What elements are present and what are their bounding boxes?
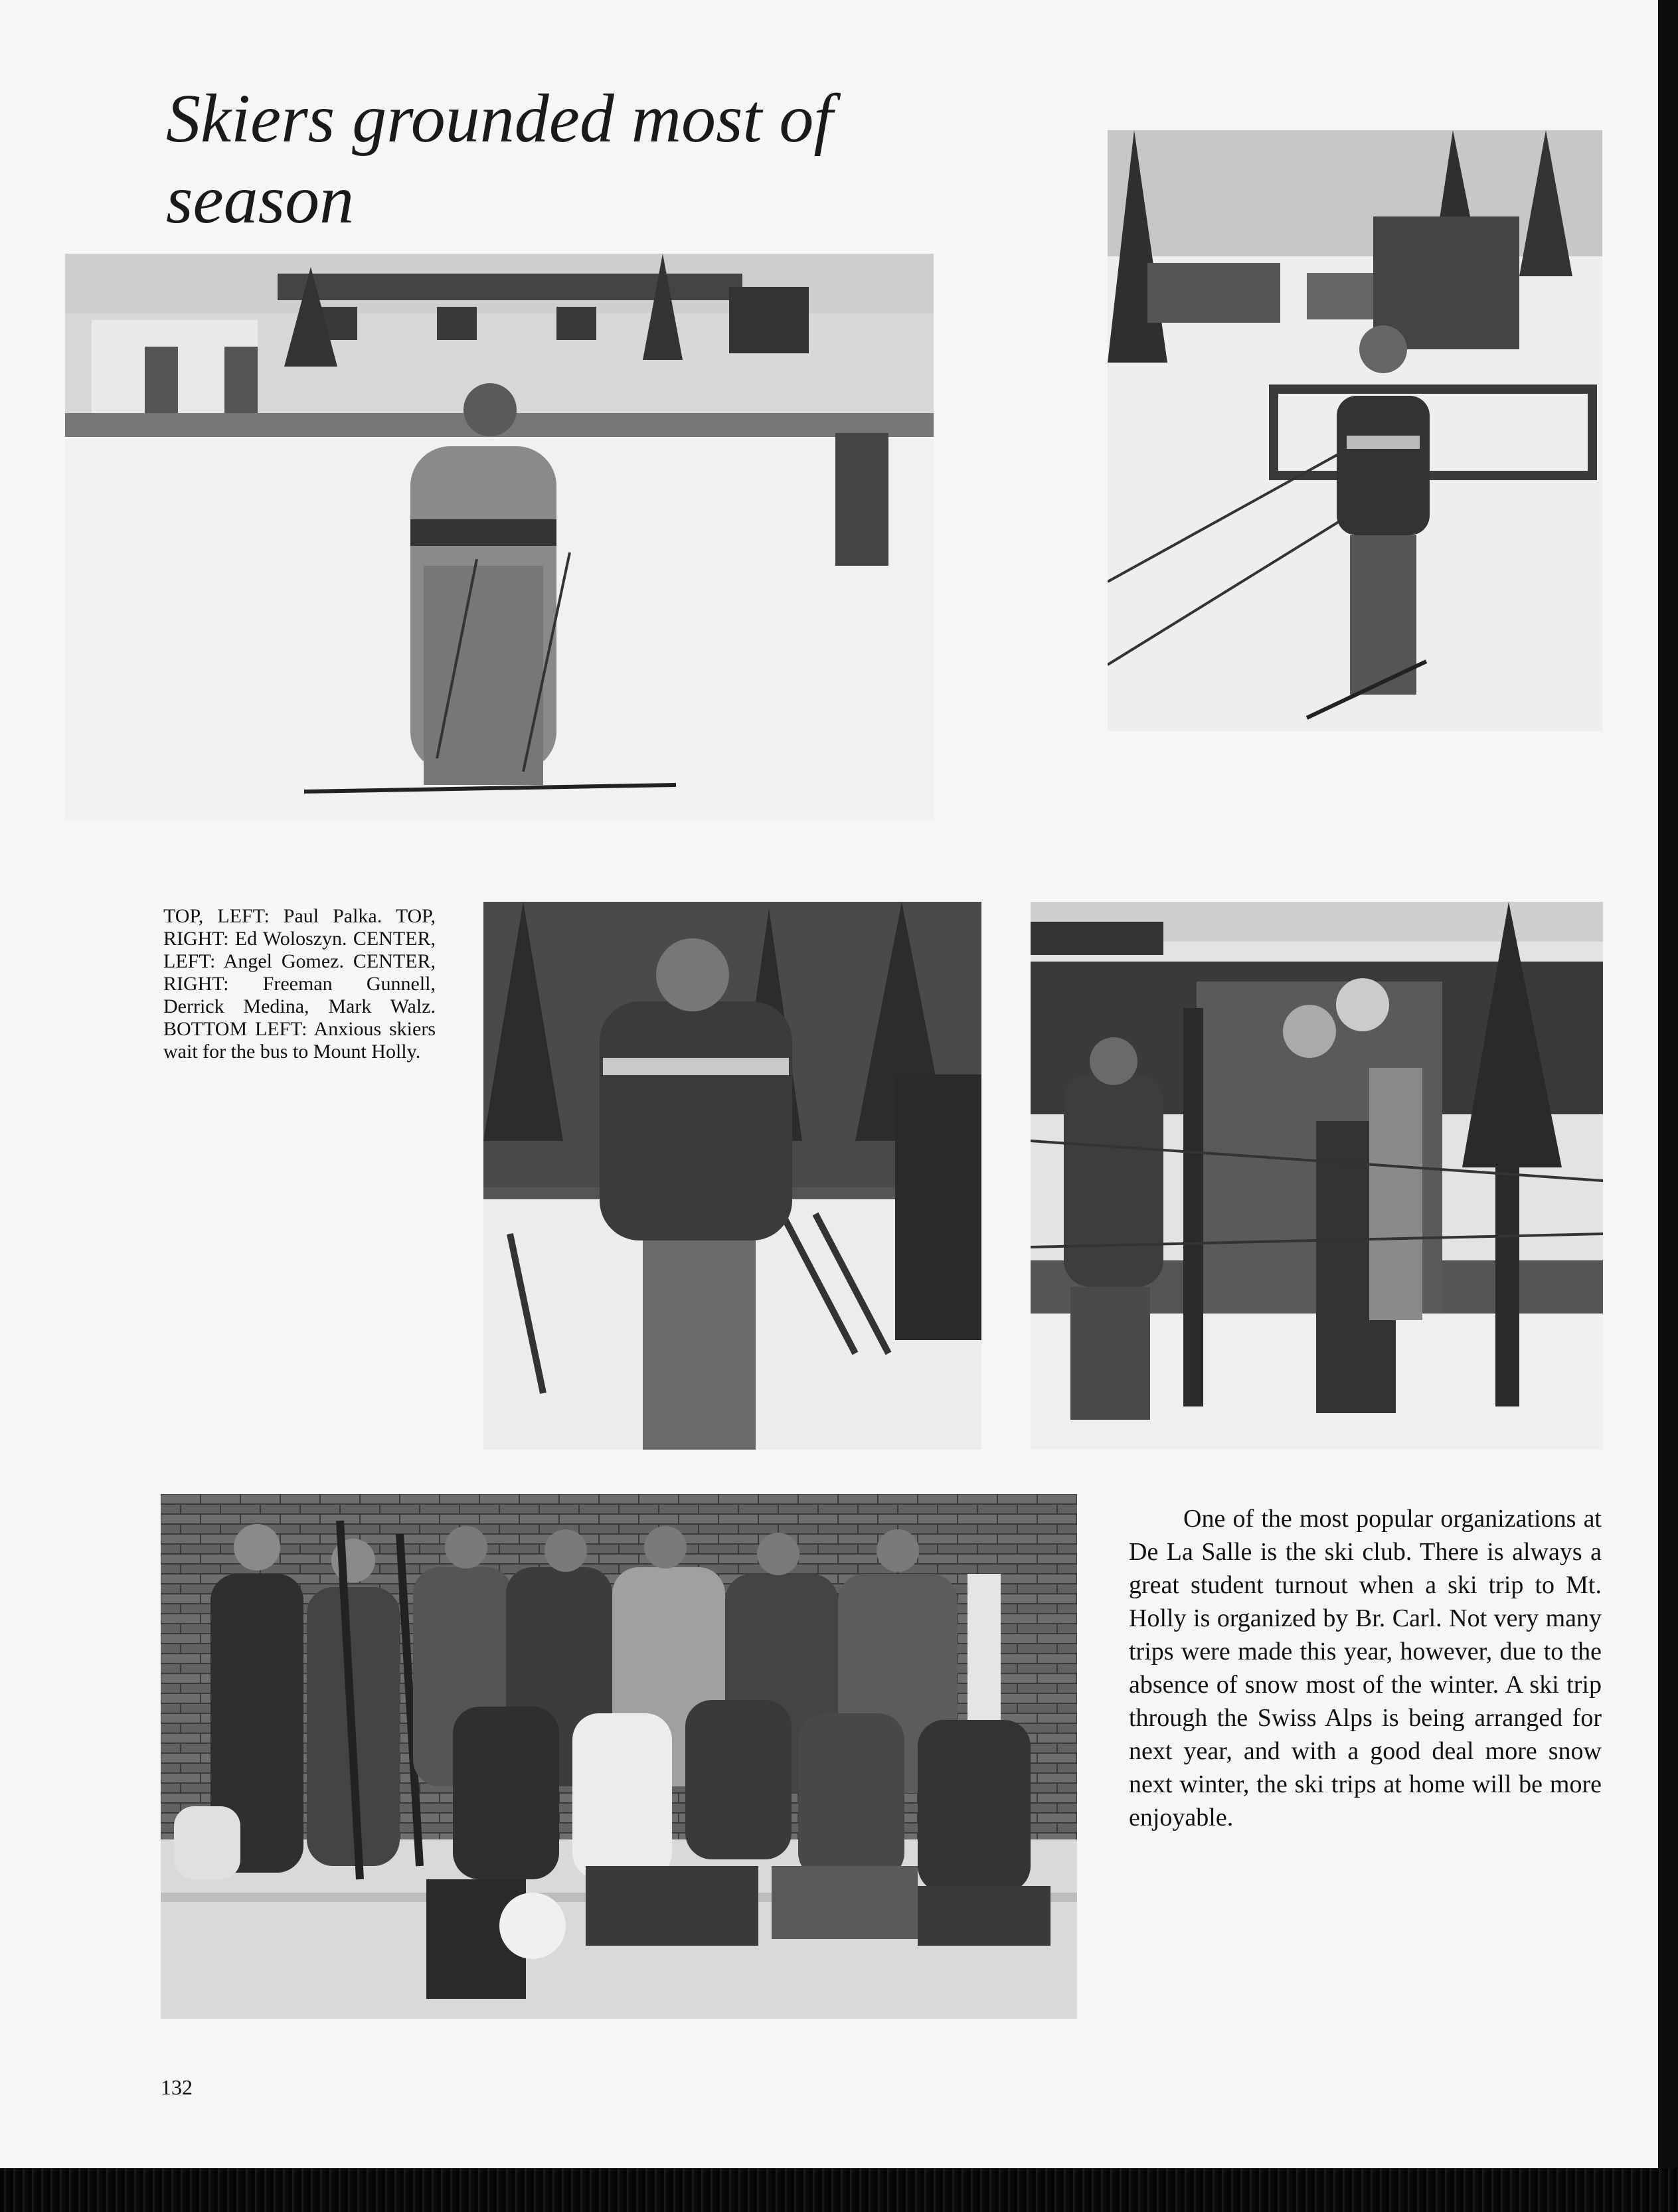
article-body: One of the most popular organizations at De La Salle is the ski club. There is always a great student turnout when a ski trip to Mt. Holly is organized by Br. Carl. Not very many trips were made this year, however, due to the absence of snow most of the winter. A ski trip through the Swiss Alps is being arranged for next year, and with a good deal more snow next winter, the ski trips at home will be more enjoyable. [1129, 1505, 1602, 1831]
photo-center-right [1031, 902, 1603, 1450]
photo-top-right [1108, 130, 1602, 731]
photo-top-left [65, 254, 934, 820]
page-number: 132 [161, 2075, 193, 2099]
page-title: Skiers grounded most of season [166, 80, 833, 238]
photo-bottom-left [161, 1494, 1077, 2019]
scan-edge-right [1658, 0, 1678, 2168]
photo-center-left [483, 902, 981, 1450]
scan-edge-bottom [0, 2168, 1678, 2212]
photo-caption: TOP, LEFT: Paul Palka. TOP, RIGHT: Ed Woloszyn. CENTER, LEFT: Angel Gomez. CENTER, RIGHT: Freeman Gunnell, Derrick Medina, Mark Walz. BOTTOM LEFT: Anxious skiers wait for the bus to Mount Holly. [163, 905, 436, 1063]
